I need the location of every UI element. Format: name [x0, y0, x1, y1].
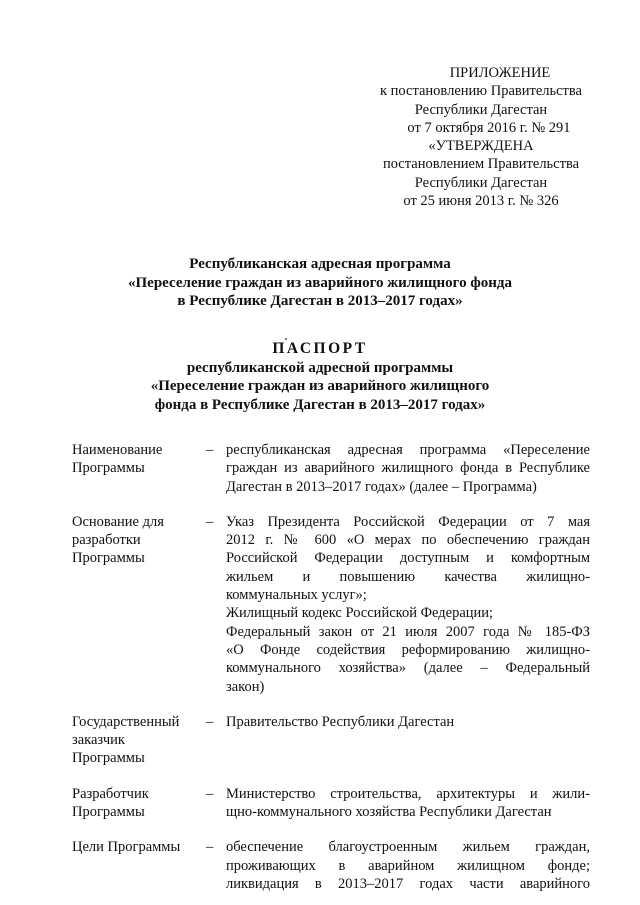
passport-row-name [72, 441, 592, 496]
row-value-line: жильем и повышению качества жилищно- [226, 568, 590, 585]
row-value-line: закон) [226, 678, 265, 695]
row-label-line: Программы [72, 550, 145, 567]
passport-row-goals [72, 838, 592, 893]
row-dash: – [206, 713, 214, 730]
row-label-line: Программы [72, 460, 145, 477]
passport-heading: ПАСПОРТ [272, 340, 368, 357]
row-label-line: Программы [72, 750, 145, 767]
row-label [72, 441, 200, 496]
row-value-line: коммунальных услуг»; [226, 587, 367, 604]
row-value-line: республиканская адресная программа «Переселение [226, 442, 590, 458]
row-value-line: Министерство строительства, архитектуры и жили- [226, 785, 590, 802]
row-value-line: обеспечение благоустроенным жильем граждан, [226, 839, 590, 856]
approval-line: Республики Дагестан [414, 174, 548, 191]
row-value-line: щно-коммунального хозяйства Республики Дагестан [226, 804, 552, 821]
approval-line: к постановлению Правительства [380, 83, 582, 100]
passport-row-developer [72, 785, 592, 822]
row-value [226, 838, 590, 893]
row-dash: – [206, 839, 214, 856]
approval-stamp [366, 64, 596, 210]
row-value-line: коммунального хозяйства» (далее – Федеральный [226, 660, 590, 677]
program-title-line: в Республике Дагестан в 2013–2017 годах» [177, 293, 463, 309]
program-title-line: Республиканская адресная программа [189, 256, 451, 272]
passport-row-customer [72, 713, 592, 768]
row-value-line: Федеральный закон от 21 июля 2007 года № 185-ФЗ [226, 623, 590, 640]
approval-line: постановлением Правительства [382, 156, 580, 173]
passport-table [72, 441, 592, 893]
row-value-line: проживающих в аварийном жилищном фонде; [226, 857, 590, 874]
program-title-line: «Переселение граждан из аварийного жилищного фонда [128, 274, 512, 291]
row-label [72, 713, 200, 768]
approval-line: Республики Дагестан [414, 101, 548, 118]
row-value-line: ликвидация в 2013–2017 годах части аварийного [226, 875, 590, 892]
row-value-line: Российской Федерации доступным и комфортным [226, 550, 590, 567]
row-label-line: Программы [72, 804, 145, 821]
row-value-line: граждан из аварийного жилищного фонда в Республике [226, 460, 590, 477]
row-value-line: Правительство Республики Дагестан [226, 713, 455, 730]
row-dash: – [206, 442, 214, 458]
row-value-line: Указ Президента Российской Федерации от 7 мая [226, 513, 590, 530]
row-label-line: Цели Программы [72, 839, 181, 856]
approval-line: «УТВЕРЖДЕНА [428, 138, 534, 155]
row-value [226, 713, 590, 768]
row-value-line: Жилищный кодекс Российской Федерации; [226, 605, 494, 622]
passport-line: фонда в Республике Дагестан в 2013–2017 годах» [154, 396, 486, 413]
program-title [0, 255, 640, 311]
approval-line: ПРИЛОЖЕНИЕ [449, 65, 551, 81]
row-value [226, 513, 590, 696]
row-label-line: Государственный [72, 713, 180, 730]
row-label-line: заказчик [72, 732, 125, 749]
row-label [72, 838, 200, 893]
approval-line: от 25 июня 2013 г. № 326 [403, 193, 559, 210]
passport-line: республиканской адресной программы [186, 359, 454, 376]
row-value-line: Дагестан в 2013–2017 годах» (далее – Программа) [226, 478, 537, 495]
row-label-line: Разработчик [72, 785, 149, 802]
row-value [226, 785, 590, 822]
row-dash: – [206, 513, 214, 530]
row-dash: – [206, 785, 214, 802]
approval-line: от 7 октября 2016 г. № 291 [407, 119, 571, 136]
passport-line: «Переселение граждан из аварийного жилищного [150, 378, 490, 394]
row-label-line: разработки [72, 532, 141, 549]
row-label [72, 513, 200, 696]
passport-row-basis [72, 513, 592, 696]
row-value-line: «О Фонде содействия реформированию жилищно- [226, 641, 590, 658]
row-value [226, 441, 590, 496]
row-value-line: 2012 г. № 600 «О мерах по обеспечению граждан [226, 532, 590, 549]
row-label [72, 785, 200, 822]
passport-title [0, 340, 640, 414]
row-label-line: Основание для [72, 513, 164, 530]
row-label-line: Наименование [72, 442, 163, 458]
